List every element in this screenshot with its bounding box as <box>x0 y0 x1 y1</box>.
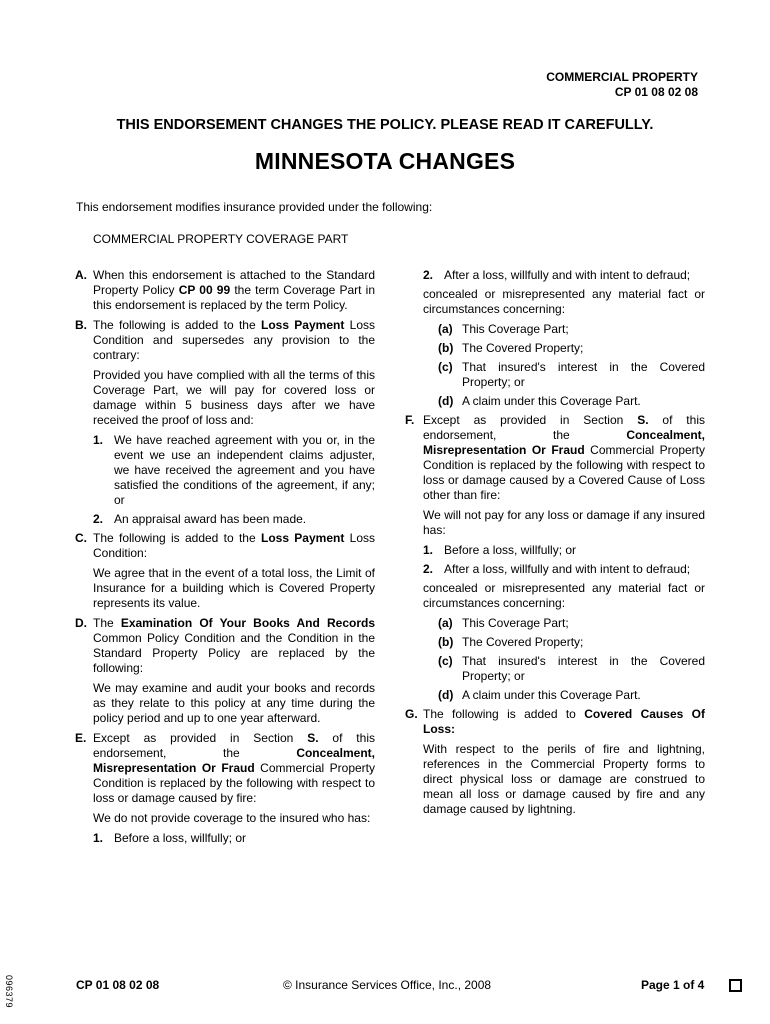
item-number: 1. <box>423 543 434 557</box>
item-number: (a) <box>438 322 453 336</box>
bold-text: Loss Payment <box>260 318 345 332</box>
list-item <box>423 268 705 283</box>
item-number: 1. <box>93 433 104 447</box>
paragraph: We agree that in the event of a total loss, the Limit of Insurance for a building which is Covered Property represents its value. <box>93 566 375 610</box>
item-number: (d) <box>438 394 454 408</box>
right-column <box>405 268 705 822</box>
section-letter: F. <box>405 413 415 427</box>
header-line-1: COMMERCIAL PROPERTY <box>546 70 698 84</box>
side-code: 096379 <box>4 975 14 1009</box>
section-e-continued <box>405 268 705 409</box>
list-item <box>438 360 705 390</box>
footer-page-number: Page 1 of 4 <box>641 978 705 992</box>
text: the term Coverage Part in this endorsement is replaced by the term Policy. <box>93 283 376 312</box>
list-item <box>93 831 375 846</box>
item-number: (c) <box>438 654 453 668</box>
list-item <box>438 322 705 337</box>
item-text: Before a loss, willfully; or <box>444 543 577 557</box>
text: Loss Condition and supersedes any provision to the contrary: <box>93 318 375 362</box>
bold-text: Covered Causes Of Loss: <box>423 707 705 736</box>
item-number: 1. <box>93 831 104 845</box>
bold-text: Concealment, Misrepresentation Or Fraud <box>93 746 375 775</box>
item-number: (c) <box>438 360 453 374</box>
section-letter: A. <box>75 268 87 282</box>
item-number: (a) <box>438 616 453 630</box>
bold-text: Concealment, Misrepresentation Or Fraud <box>423 428 705 457</box>
item-number: (d) <box>438 688 454 702</box>
text: of this endorsement, the <box>423 413 705 442</box>
coverage-part-name: COMMERCIAL PROPERTY COVERAGE PART <box>93 232 349 246</box>
footer-copyright: © Insurance Services Office, Inc., 2008 <box>283 978 492 992</box>
list-item <box>438 394 705 409</box>
item-number: 2. <box>423 268 434 282</box>
text: Except as provided in Section <box>423 413 638 427</box>
text: Loss Condition: <box>93 531 375 560</box>
section-e <box>75 731 375 846</box>
list-item <box>438 616 705 631</box>
section-f <box>405 413 705 703</box>
list-item <box>93 512 375 527</box>
text: The <box>93 616 121 630</box>
item-text: A claim under this Coverage Part. <box>462 688 641 702</box>
footer-form-number: CP 01 08 02 08 <box>76 978 160 992</box>
paragraph: We do not provide coverage to the insured who has: <box>93 811 371 825</box>
section-b <box>75 318 375 527</box>
item-text: The Covered Property; <box>462 635 584 649</box>
bold-text: S. <box>307 731 319 745</box>
section-letter: G. <box>405 707 418 721</box>
section-a <box>75 268 375 313</box>
item-number: (b) <box>438 635 454 649</box>
item-text: A claim under this Coverage Part. <box>462 394 641 408</box>
left-column <box>75 268 375 850</box>
paragraph: concealed or misrepresented any material fact or circumstances concerning: <box>423 287 705 316</box>
page-title: MINNESOTA CHANGES <box>254 148 516 174</box>
item-number: 2. <box>93 512 104 526</box>
paragraph: concealed or misrepresented any material fact or circumstances concerning: <box>423 581 705 610</box>
item-number: 2. <box>423 562 434 576</box>
bold-text: Loss Payment <box>260 531 345 545</box>
text: Commercial Property Condition is replaced by the following with respect to loss or damage caused by fire: <box>93 761 375 805</box>
section-d <box>75 616 375 726</box>
text: The following is added to the <box>93 531 261 545</box>
list-item <box>438 654 705 684</box>
form-header <box>546 70 698 100</box>
checkbox-square-icon <box>729 979 742 992</box>
section-g <box>405 707 705 817</box>
list-item <box>423 543 705 558</box>
text: Except as provided in Section <box>93 731 308 745</box>
item-text: After a loss, willfully and with intent to defraud; <box>444 268 691 282</box>
text: The following is added to the <box>93 318 261 332</box>
section-c <box>75 531 375 611</box>
paragraph: With respect to the perils of fire and lightning, references in the Commercial Property forms to direct physical loss or damage are construed to mean all loss or damage caused by fire and any damage caused by lightning. <box>423 742 705 816</box>
text: Commercial Property Condition is replaced by the following with respect to loss or damage caused by a Covered Cause of Loss other than fire: <box>423 443 705 502</box>
text: When this endorsement is attached to the Standard Property Policy <box>93 268 375 297</box>
item-text: An appraisal award has been made. <box>114 512 307 526</box>
paragraph: Provided you have complied with all the terms of this Coverage Part, we will pay for covered loss or damage within 5 business days after we have received the proof of loss and: <box>93 368 375 427</box>
text: The following is added to <box>423 707 585 721</box>
item-text: That insured's interest in the Covered Property; or <box>462 654 705 683</box>
bold-text: CP 00 99 <box>178 283 231 297</box>
item-text: That insured's interest in the Covered Property; or <box>462 360 705 389</box>
paragraph: We may examine and audit your books and records as they relate to this policy at any time during the policy period and up to one year afterward. <box>93 681 375 725</box>
header-form-number: CP 01 08 02 08 <box>614 85 698 99</box>
sublist <box>423 616 705 703</box>
item-text: The Covered Property; <box>462 341 584 355</box>
list-item <box>438 688 705 703</box>
bold-text: Examination Of Your Books And Records <box>120 616 375 630</box>
section-letter: B. <box>75 318 87 332</box>
item-text: This Coverage Part; <box>462 616 569 630</box>
item-number: (b) <box>438 341 454 355</box>
bold-text: S. <box>637 413 649 427</box>
section-letter: C. <box>75 531 87 545</box>
item-text: This Coverage Part; <box>462 322 569 336</box>
intro-text: This endorsement modifies insurance provided under the following: <box>76 200 433 214</box>
section-letter: D. <box>75 616 87 630</box>
item-text: We have reached agreement with you or, in the event we use an independent claims adjuster, we have received the agreement and you have satisfied the conditions of the agreement, if any; or <box>114 433 375 507</box>
text: of this endorsement, the <box>93 731 375 760</box>
item-text: After a loss, willfully and with intent to defraud; <box>444 562 691 576</box>
endorsement-notice: THIS ENDORSEMENT CHANGES THE POLICY. PLEASE READ IT CAREFULLY. <box>116 117 654 133</box>
list-item <box>438 341 705 356</box>
item-text: Before a loss, willfully; or <box>114 831 247 845</box>
text: Common Policy Condition and the Condition in the Standard Property Policy are replaced by the following: <box>93 631 375 675</box>
list-item <box>438 635 705 650</box>
list-item <box>423 562 705 577</box>
paragraph: We will not pay for any loss or damage if any insured has: <box>423 508 705 537</box>
sublist <box>423 322 705 409</box>
section-letter: E. <box>75 731 87 745</box>
list-item <box>93 433 375 508</box>
